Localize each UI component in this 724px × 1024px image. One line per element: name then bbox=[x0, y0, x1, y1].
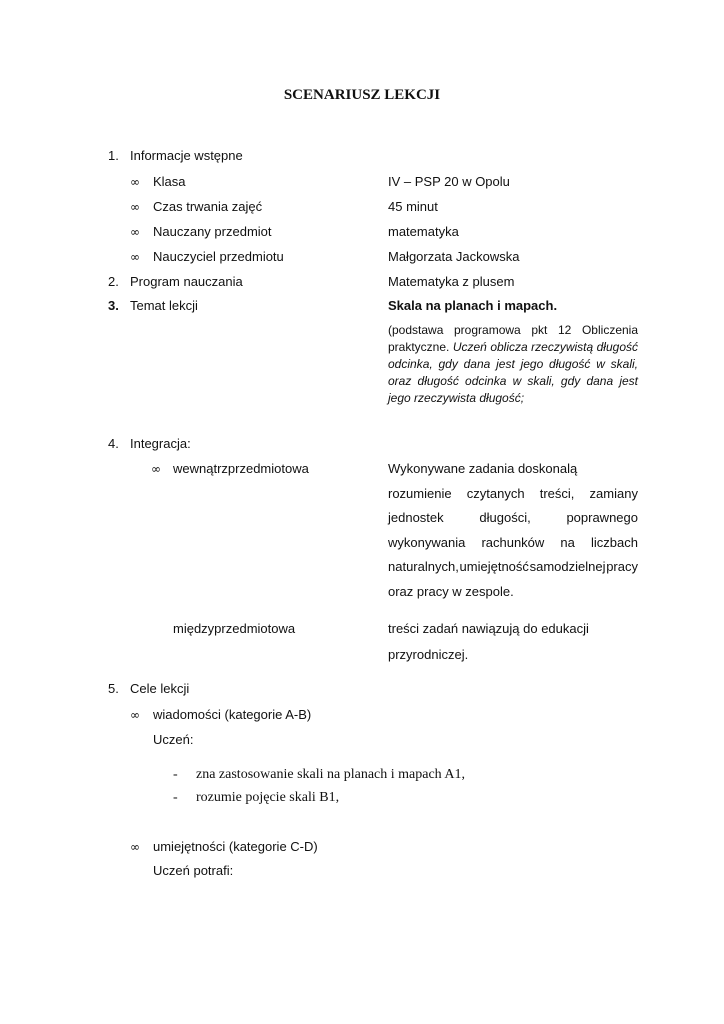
word: samodzielnej bbox=[529, 559, 606, 574]
dash-bullet: - bbox=[173, 790, 178, 805]
integration-text-line bbox=[388, 510, 638, 526]
section-number: 1. bbox=[108, 148, 119, 163]
integration-label: międzyprzedmiotowa bbox=[173, 621, 296, 636]
infinity-bullet-icon: ∞ bbox=[130, 200, 140, 214]
curriculum-note-plain: (podstawa programowa pkt 12 Obliczenia praktyczne. bbox=[388, 323, 638, 354]
integration-text-line bbox=[388, 535, 638, 551]
section-number: 3. bbox=[108, 298, 119, 313]
word: rozumienie bbox=[388, 486, 452, 501]
goal-item: rozumie pojęcie skali B1, bbox=[196, 790, 340, 805]
word: czytanych bbox=[466, 486, 525, 501]
goal-intro: Uczeń potrafi: bbox=[153, 863, 234, 878]
integration-text-line bbox=[388, 486, 638, 502]
info-label: Nauczany przedmiot bbox=[153, 224, 272, 239]
info-value: IV – PSP 20 w Opolu bbox=[388, 174, 510, 189]
infinity-bullet-icon: ∞ bbox=[130, 250, 140, 264]
section-heading: Integracja: bbox=[130, 436, 191, 451]
word: na bbox=[560, 535, 575, 550]
goal-intro: Uczeń: bbox=[153, 732, 194, 747]
section-number: 4. bbox=[108, 436, 119, 451]
curriculum-note-italic: Uczeń oblicza rzeczywistą długość odcinka, gdy dana jest jego długość w skali, oraz długość odcinka w skali, gdy dana jest jego rzeczywista długość; bbox=[388, 340, 638, 405]
section-heading: Informacje wstępne bbox=[130, 148, 243, 163]
section-heading: Temat lekcji bbox=[130, 298, 198, 313]
infinity-bullet-icon: ∞ bbox=[130, 708, 140, 722]
integration-label: wewnątrzprzedmiotowa bbox=[173, 461, 309, 476]
goal-item: zna zastosowanie skali na planach i mapach A1, bbox=[196, 767, 466, 782]
infinity-bullet-icon: ∞ bbox=[130, 840, 140, 854]
info-label: Nauczyciel przedmiotu bbox=[153, 249, 284, 264]
info-label: Klasa bbox=[153, 174, 186, 189]
word: jednostek bbox=[388, 510, 444, 525]
infinity-bullet-icon: ∞ bbox=[130, 175, 140, 189]
word: zamiany bbox=[589, 486, 638, 501]
word: umiejętność bbox=[459, 559, 529, 574]
word: oraz pracy w zespole. bbox=[388, 584, 514, 599]
word: naturalnych, bbox=[388, 559, 459, 574]
infinity-bullet-icon: ∞ bbox=[130, 225, 140, 239]
word: wykonywania bbox=[388, 535, 466, 550]
section-number: 2. bbox=[108, 274, 119, 289]
section-heading: Cele lekcji bbox=[130, 681, 190, 696]
info-value: 45 minut bbox=[388, 199, 438, 214]
document-title: SCENARIUSZ LEKCJI bbox=[283, 87, 441, 103]
info-value: matematyka bbox=[388, 224, 459, 239]
word: długości, bbox=[479, 510, 531, 525]
section-number: 5. bbox=[108, 681, 119, 696]
integration-text-line bbox=[388, 559, 638, 575]
word: liczbach bbox=[591, 535, 638, 550]
curriculum-note bbox=[388, 322, 638, 407]
integration-text-line bbox=[388, 584, 638, 600]
word: treści, bbox=[539, 486, 575, 501]
word: poprawnego bbox=[566, 510, 638, 525]
integration-text-line: przyrodniczej. bbox=[388, 647, 469, 662]
goal-category-label: wiadomości (kategorie A-B) bbox=[153, 707, 312, 722]
word: rachunków bbox=[481, 535, 545, 550]
program-value: Matematyka z plusem bbox=[388, 274, 515, 289]
section-heading: Program nauczania bbox=[130, 274, 243, 289]
integration-text-line bbox=[388, 461, 638, 477]
info-value: Małgorzata Jackowska bbox=[388, 249, 520, 264]
goal-category-label: umiejętności (kategorie C-D) bbox=[153, 839, 318, 854]
lesson-topic: Skala na planach i mapach. bbox=[388, 298, 558, 313]
word: pracy bbox=[606, 559, 638, 574]
integration-text-line: treści zadań nawiązują do edukacji bbox=[388, 621, 589, 636]
infinity-bullet-icon: ∞ bbox=[151, 462, 161, 476]
dash-bullet: - bbox=[173, 767, 178, 782]
info-label: Czas trwania zajęć bbox=[153, 199, 263, 214]
word: Wykonywane zadania doskonalą bbox=[388, 461, 578, 476]
